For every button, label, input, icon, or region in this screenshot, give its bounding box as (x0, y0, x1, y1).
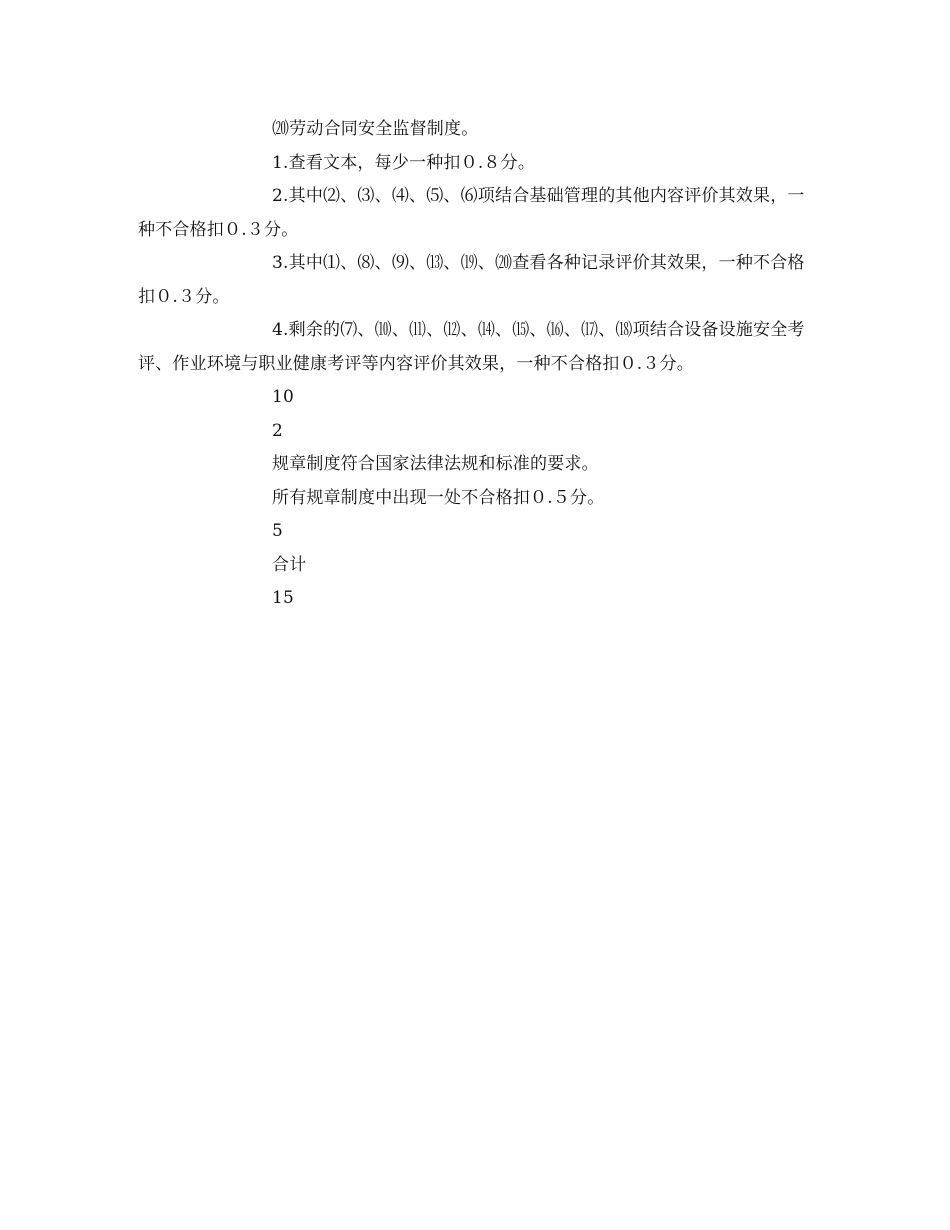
paragraph-rule-4: 4.剩余的⑺、⑽、⑾、⑿、⒁、⒂、⒃、⒄、⒅项结合设备设施安全考评、作业环境与职业健康考评等内容评价其效果，一种不合格扣０.３分。 (138, 320, 805, 374)
score-value: 5 (272, 521, 284, 541)
score-value: 10 (272, 387, 295, 407)
requirement-text: 规章制度符合国家法律法规和标准的要求。 (272, 454, 599, 474)
paragraph-labor-contract: ⒇劳动合同安全监督制度。 (272, 119, 479, 139)
paragraph-rule-2: 2.其中⑵、⑶、⑷、⑸、⑹项结合基础管理的其他内容评价其效果，一种不合格扣０.３分。 (138, 186, 805, 240)
item-number: 2 (272, 420, 284, 441)
deduction-rule: 所有规章制度中出现一处不合格扣０.５分。 (272, 487, 605, 508)
document-body (138, 113, 818, 616)
total-value: 15 (272, 588, 295, 608)
paragraph-rule-1: 1.查看文本，每少一种扣０.８分。 (272, 152, 536, 173)
paragraph-rule-3: 3.其中⑴、⑻、⑼、⒀、⒆、⒇查看各种记录评价其效果，一种不合格扣０.３分。 (138, 253, 805, 307)
total-label: 合计 (272, 554, 307, 575)
